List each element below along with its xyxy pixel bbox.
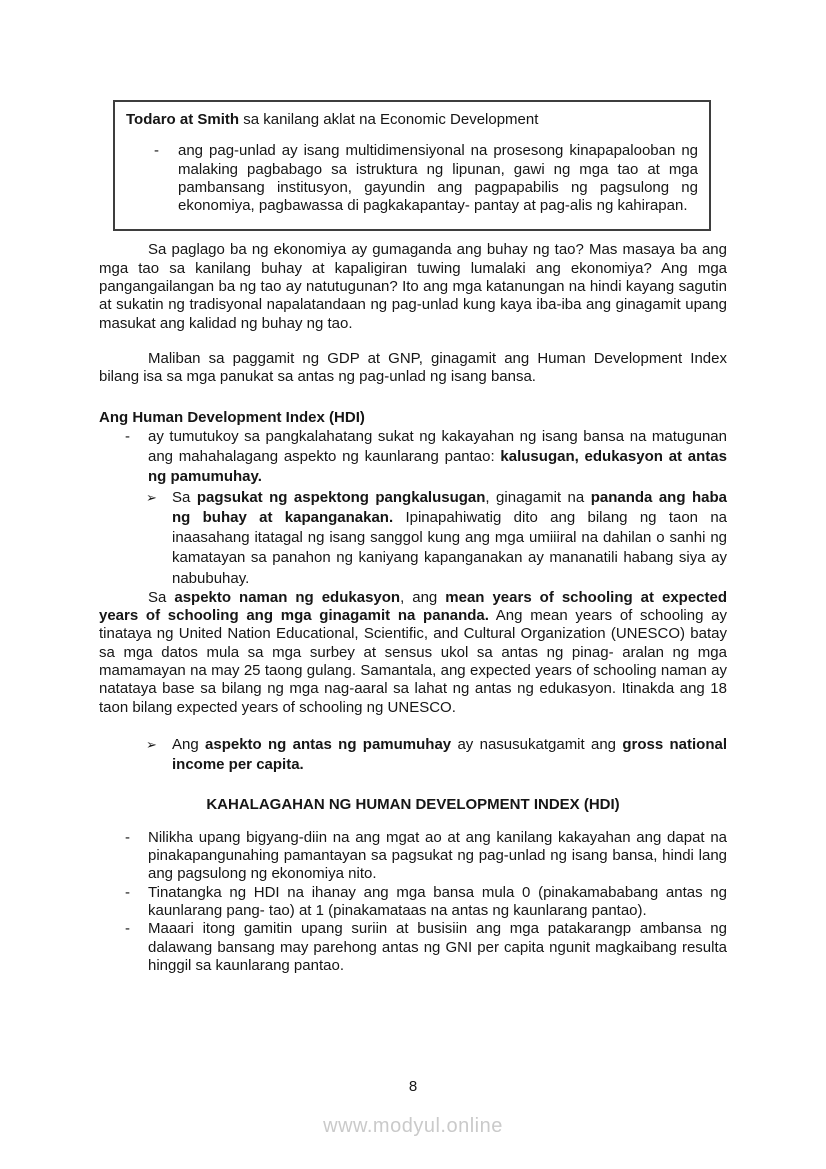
hdi-income-item xyxy=(99,735,727,776)
kahalagahan-item-3-text: Maaari itong gamitin upang suriin at busisiin ang mga patakarangp ambansa ng dalawang bansang may parehong antas ng GNI per capita ngunit magkaibang resulta hinggil sa kaunlarang pantao. xyxy=(148,920,727,974)
hdi-health-text-1: Sa xyxy=(172,488,197,506)
paragraph-gdp-gnp: Maliban sa paggamit ng GDP at GNP, ginagamit ang Human Development Index bilang isa sa mga panukat sa antas ng pag-unlad ng isang bansa. xyxy=(99,349,727,386)
education-bold-1: aspekto naman ng edukasyon xyxy=(174,588,401,606)
income-bold-1: aspekto ng antas ng pamumuhay xyxy=(205,735,452,753)
kahalagahan-heading: KAHALAGAHAN NG HUMAN DEVELOPMENT INDEX (HDI) xyxy=(206,796,620,814)
paragraph-economy-questions: Sa paglago ba ng ekonomiya ay gumaganda ang buhay ng tao? Mas masaya ba ang mga tao sa kanilang buhay at kapaligiran tuwing lumalaki ang ekonomiya? Ang mga pangangailangan ba ng tao ay natutugunan? Ito ang mga katanungan na hindi kayang sagutin at sukatin ng tradisyonal napalatandaan ng pag-unlad kung kaya iba-iba ang ginagamit upang masukat ang kalidad ng buhay ng tao. xyxy=(99,241,727,332)
dash-bullet-icon: - xyxy=(154,142,159,160)
hdi-list xyxy=(99,427,727,589)
education-text-1: Sa xyxy=(148,588,175,606)
hdi-definition-text: ay tumutukoy sa pangkalahatang sukat ng kakayahan ng isang bansa na matugunan ang mahahalagang aspekto ng kaunlarang pantao: xyxy=(148,427,727,466)
kahalagahan-list xyxy=(99,829,727,975)
dash-bullet-icon: - xyxy=(125,883,130,901)
page-content xyxy=(99,0,727,975)
dash-bullet-icon: - xyxy=(125,920,130,938)
hdi-definition-item xyxy=(99,427,727,488)
kahalagahan-item-1-text: Nilikha upang bigyang-diin na ang mgat ao at ang kanilang kakayahan ang dapat na pinakapangunahing pamantayan sa pagsukat ng pag-unlad ng isang bansa, hindi lang ang pagsulong ng ekonomiya nito. xyxy=(148,828,727,883)
hdi-section-heading: Ang Human Development Index (HDI) xyxy=(99,408,365,426)
arrow-bullet-icon: ➢ xyxy=(146,736,157,752)
quote-box-bullet xyxy=(126,142,698,215)
hdi-health-bold-1: pagsukat ng aspektong pangkalusugan xyxy=(196,488,486,506)
quote-box-title xyxy=(126,111,698,129)
quote-box-bullet-text: ang pag-unlad ay isang multidimensiyonal na prosesong kinapapalooban ng malaking pagbabago sa istruktura ng lipunan, gawi ng mga tao at mga pambansang institusyon, gayundin ang pagpapabilis ng pagsulong ng ekonomiya, pagbawassa di pagkakapantay- pantay at pag-alis ng kahirapan. xyxy=(178,142,698,215)
quote-box-title-rest: sa kanilang aklat na Economic Development xyxy=(239,111,539,128)
dash-bullet-icon: - xyxy=(125,828,130,846)
kahalagahan-item-2-text: Tinatangka ng HDI na ihanay ang mga bansa mula 0 (pinakamababang antas ng kaunlarang pang- tao) at 1 (pinakamataas na antas ng kaunlarang pantao). xyxy=(148,883,727,919)
kahalagahan-item-2 xyxy=(99,884,727,921)
arrow-bullet-icon: ➢ xyxy=(146,489,157,505)
kahalagahan-item-3 xyxy=(99,920,727,975)
quote-box-title-authors: Todaro at Smith xyxy=(126,111,240,128)
hdi-health-text-2: , ginagamit na xyxy=(485,488,591,506)
hdi-health-item xyxy=(99,488,727,589)
kahalagahan-item-1 xyxy=(99,829,727,884)
education-bold-2: mean years of schooling at expected years of schooling ang mga ginagamit na pananda. xyxy=(99,588,728,625)
hdi-definition-aspects: kalusugan, edukasyon at antas ng pamumuhay. xyxy=(148,448,727,486)
education-text-2: , ang xyxy=(400,588,446,606)
income-text-2: ay nasusukatgamit ang xyxy=(451,735,623,753)
page-number: 8 xyxy=(408,1078,418,1095)
income-text-1: Ang xyxy=(172,735,206,753)
income-bold-2: gross national income per capita. xyxy=(172,735,728,774)
quote-box xyxy=(113,100,711,231)
hdi-health-bold-2: pananda ang haba ng buhay at kapanganakan. xyxy=(172,488,727,526)
education-text-3: Ang mean years of schooling ay tinataya ng United Nation Educational, Scientific, and Cultural Organization (UNESCO) batay sa mga datos mula sa mga surbey at sensus ukol sa antas ng pinag- aralan ng mga mamamayan na may 25 taong gulang. Samantala, ang expected years of schooling naman ay natataya base sa bilang ng mga nag-aaral sa lahat ng antas ng edukasyon. Itinakda ang 18 taon bilang expected years of schooling ng UNESCO. xyxy=(99,607,727,716)
watermark: www.modyul.online xyxy=(323,1115,503,1137)
paragraph-education xyxy=(99,589,727,717)
hdi-health-text-3: Ipinapahiwatig dito ang bilang ng taon na inaasahang itatagal ng isang sanggol kung ang mga umiiiral na dahilan o sanhi ng kamatayan sa panahon ng kaniyang kapanganakan ay mananatili habang siya ay nabubuhay. xyxy=(172,508,727,587)
dash-bullet-icon: - xyxy=(125,427,130,445)
